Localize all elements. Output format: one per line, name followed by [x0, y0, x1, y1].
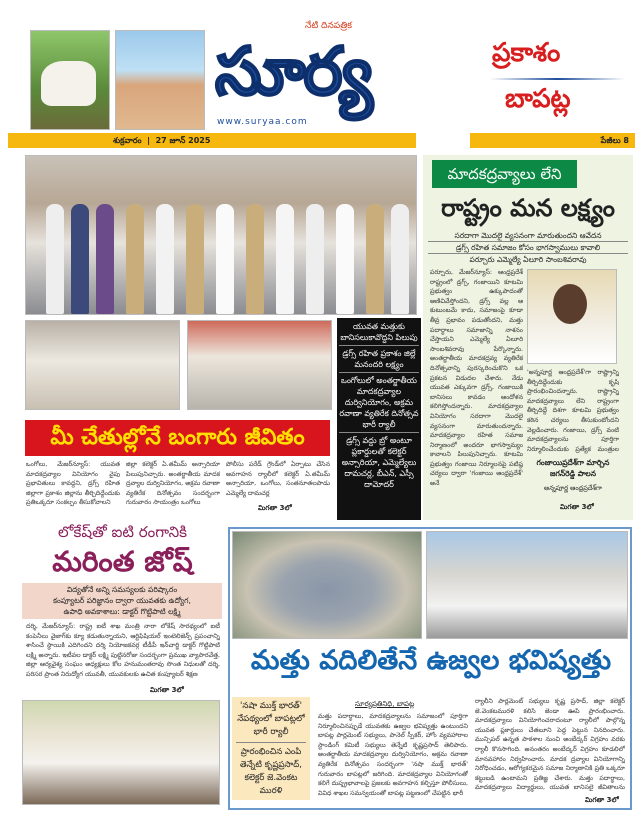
officials-photo [25, 320, 180, 410]
bapatla-headline: మత్తు వదిలితేనే ఉజ్వల భవిష్యత్తు [250, 645, 612, 676]
it-story-body: దర్శి, మేజర్‌న్యూస్: రాష్ట్ర ఐటీ శాఖ మంత్రి నారా లోకేష్ సారథ్యంలో ఐటీ కంపెనీలు వైజాగ్‌కు క్యూ కడుతున్నాయని, ఆర్టిఫిషియల్ ఇంటెలిజెన్స్ ప్రపంచాన్ని శాసించే స్థాయికి ఎదిగిందని దర్శి నియోజకవర్గ టీడీపీ ఇన్‌చార్జి డాక్టర్ గొట్టిపాటి లక్ష్మి అన్నారు. ఇటీవల డాక్టర్ లక్ష్మి పుట్టినరోజు సందర్భంగా ప్రముఖ వ్యాపారవేత్త, జిల్లా ఆర్యవైశ్య సంఘం అధ్యక్షులు కోల హనుమంతరావు సొంత నిధులతో దర్శి, పరిసర ప్రాంత నిరుద్యోగ యువతీ, యువకులకు ఉచిత కంప్యూటర్ శిక్షణ [26, 623, 220, 678]
suryaa-logo: నేటి దినపత్రిక సూర్య www.suryaa.com [215, 21, 371, 127]
human-chain-photo [232, 531, 422, 639]
beach-photo [115, 30, 205, 130]
lead-col-3: పోలీసు పరేడ్ గ్రౌండ్‌లో ఏర్పాటు చేసిన అవగాహన ర్యాలీలో కలెక్టర్ ఏ.తమీమ్ అన్సారియా, ఒంగోలు, సంతనూతలపాడు ఎమ్మెల్యే దామచర్ల [226, 461, 330, 497]
officials-photo-2 [187, 320, 332, 410]
date-bar: శుక్రవారం | 27 జూన్ 2025 [8, 133, 416, 148]
bapatla-col-2: ర్యాలీని పార్లమెంట్ సభ్యులు కృష్ణ ప్రసాద్, జిల్లా కలెక్టర్ జె.వెంకటమురళి కలిసి జెండా ఊపి ప్రారంభించారు. మాదకద్రవ్యాలు వినియోగించరాదంటూ ర్యాలీలో పాల్గొన్న యువత ప్లకార్డులు చేతబూని పెద్ద పెట్టున నినదించారు. మున్సిపల్ ఉన్నత పాఠశాల నుంచి అంబేద్కర్ విగ్రహం వరకు ర్యాలీ కొనసాగింది. అనంతరం అంబేద్కర్ విగ్రహం కూడలిలో మానవహారం నిర్వహించారు. మాదక ద్రవ్యాల వినియోగాన్ని నిరోధించడం, ఆరోగ్యకరమైన సమాజ నిర్మాణానికి ప్రతి ఒక్కరూ కట్టుబడి ఉంటామని ప్రతిజ్ఞ చేశారు. మత్తు పదార్థాలు, మాదకద్రవ్యాలు విద్యార్థులు, యువత బానిసలై జీవితాలను [475, 698, 625, 792]
it-story-subheads: విద్యతోనే అన్ని సమస్యలకు పరిష్కారం కంప్యూటర్ పరిజ్ఞానం ద్వారా యువతకు ఉద్యోగ, ఉపాధి అవకాశాలు: డాక్టర్ గొట్టిపాటి లక్ష్మి [22, 583, 222, 619]
right-story-quote: గంజాయిప్రదేశ్‌గా మార్చిన జగన్‌రెడ్డి పాలన [536, 458, 610, 478]
felicitation-photo [22, 700, 220, 805]
logo-tagline: నేటి దినపత్రిక [305, 21, 352, 31]
continued-link[interactable]: మిగతా 3లో [258, 504, 292, 512]
mla-photo [527, 269, 617, 364]
page-count: పేజీలు 8 [470, 133, 635, 148]
right-story-kicker: మాదకద్రవ్యాలు లేని [432, 160, 577, 188]
banner-rally-photo [426, 531, 628, 639]
date: 27 జూన్ 2025 [155, 136, 211, 145]
edition-divider [490, 78, 625, 80]
day: శుక్రవారం [113, 136, 142, 145]
bapatla-side-box: 'నషా ముక్త్ భారత్' నేపథ్యంలో బాపట్లలో భారీ ర్యాలీ ప్రారంభించిన ఎంపి తెన్నేటి కృష్ణప్రసాద్, కలెక్టర్ జె.వెంకట మురళి [232, 697, 310, 800]
right-story-subheads: సరదాగా మొదలై వ్యసనంగా మారుతుందని ఆవేదన డ్రగ్స్ రహిత సమాజం కోసం భాగస్వాములు కావాలి పర్చూరు ఎమ్మెల్యే ఏలూరి సాంబశివరావు [428, 230, 628, 265]
lead-headline: మీ చేతుల్లోనే బంగారు జీవితం [25, 420, 330, 456]
cow-photo [30, 30, 110, 130]
website-url[interactable]: www.suryaa.com [217, 117, 308, 127]
right-story-body-left: పర్చూరు, మేజర్‌న్యూస్: ఆంధ్రప్రదేశ్ రాష్ట్రంలో డ్రగ్స్, గంజాయిని కూటమి ప్రభుత్వం ఉక్కుపాదంతో అణిచివేస్తోందని, డ్రగ్స్ వల్ల ఆ కుటుంబమే కాదు, సమాజంపై కూడా తీవ్ర ప్రభావం పడుతోందని, మత్తు పదార్థాలు సమాజాన్ని నాశనం చేస్తాయని ఎమ్మెల్యే ఏలూరి సాంబశివరావు పేర్కొన్నారు. అంతర్జాతీయ మాదకద్రవ్య వ్యతిరేక దినోత్సవాన్ని పురస్కరించుకొని ఒక ప్రకటన విడుదల చేశారు. నేడు యువత ఎక్కువగా డ్రగ్స్, గంజాయికి బానిసలు కావడం ఆందోళన కలిగిస్తోందన్నారు. మాదకద్రవ్యాల వినియోగం సరదాగా మొదలై వ్యసనంగా మారుతుందన్నారు. మాదకద్రవ్యాల రహిత సమాజ నిర్మాణంలో అందరూ భాగస్వామ్యం కావాలని పిలుపునిచ్చారు. కూటమి ప్రభుత్వం గంజాయి నిర్మూలనపై పటిష్ఠ చర్యలు ద్వారా 'గంజాయి ఆంధ్రప్రదేశ్' అనే [430, 269, 523, 488]
it-story-headline: మరింత జోష్ [52, 545, 193, 578]
lead-col-1: ఒంగోలు, మేజర్‌న్యూస్: యువత మాదకద్రవ్యాల వినియోగం వైపు ప్రభావితులు కావద్దని, డ్రగ్స్ రహిత జిల్లాగా ప్రకాశం జిల్లాను తీర్చిదిద్దేందుకు ప్రతిఒక్కరూ సంకల్పం తీసుకోవాలని [26, 461, 120, 507]
lead-col-2: జిల్లా కలెక్టర్ ఏ.తమీమ్ అన్సారియా పిలుపునిచ్చారు. అంతర్జాతీయ మాదక ద్రవ్యాల దుర్వినియోగం, అక్రమ రవాణా వ్యతిరేక దినోత్సవం సందర్భంగా గురువారం సాయంత్రం ఒంగోలు [126, 461, 220, 507]
continued-link[interactable]: మిగతా 3లో [560, 503, 594, 511]
right-story-body-right: 'అన్నపూర్ణ ఆంధ్రప్రదేశ్'గా రాష్ట్రాన్ని తీర్చిదిద్దేందుకు కృషి ప్రారంభించిందన్నారు. రాష్ట్రాన్ని మాదకద్రవ్యాలు లేని రాష్ట్రంగా తీర్చిదిద్దే దిశగా కూటమి ప్రభుత్వం కఠిన చర్యలు తీసుకుంటోందని వెల్లడించారు. గంజాయి, డ్రగ్స్ వంటి మాదకద్రవ్యాలను పూర్తిగా నిర్మూలించేందుకు ప్రత్యేక మంత్రుల [527, 369, 619, 453]
continued-link[interactable]: మిగతా 3లో [585, 796, 619, 804]
continued-link[interactable]: మిగతా 3లో [150, 686, 184, 694]
byline: సూర్యప్రతినిధి, బాపట్ల [355, 700, 415, 708]
rally-main-photo [25, 155, 417, 315]
highlights-box: యువత మత్తుకు బానిసలుకావొద్దని పిలుపు డ్రగ్స్ రహిత ప్రకాశం జిల్లే మనందరి లక్ష్యం ఒంగోలులో అంతర్జాతీయ మాదకద్రవ్యాల దుర్వినియోగం, అక్రమ రవాణా వ్యతిరేక దినోత్సవ భారీ ర్యాలీ డ్రగ్స్ వద్దు బ్రో అంటూ ప్లకార్డులతో కలెక్టర్ అన్సారియా, ఎమ్మెల్యేలు దామచర్ల, బీఎన్, ఎస్సీ దామోదర్ [337, 318, 421, 520]
edition-bapatla: బాపట్ల [505, 84, 571, 114]
right-story-quote-sub: అన్నపూర్ణ ఆంధ్రప్రదేశ్‌గా [544, 484, 602, 492]
bapatla-col-1: మత్తు పదార్థాలు, మాదకద్రవ్యాలను సమాజంలో పూర్తిగా నిర్మూలించినప్పుడే యువతకు ఉజ్వల భవిష్యత్తు ఉంటుందని బాపట్ల పార్లమెంట్ సభ్యులు, పానెల్ స్పీకర్, హోం వ్యవహారాల స్టాండింగ్ కమిటీ సభ్యులు తెన్నేటి కృష్ణప్రసాద్ తెలిపారు. అంతర్జాతీయ మాదకద్రవ్యాల దుర్వినియోగం, అక్రమ రవాణా వ్యతిరేక దినోత్సవం సందర్భంగా 'నషా ముక్త్ భారత్' గురువారం బాపట్లలో జరిగింది. మాదకద్రవ్యాల వినియోగంతో కలిగే దుష్ప్రభావాలపై ప్రజలకు అవగాహన కల్పిస్తూ పోలీసులు, వివిధ శాఖల సమన్వయంతో బాపట్ల పట్టణంలో చేపట్టిన భారీ [318, 713, 468, 797]
edition-prakasam: ప్రకాశం [492, 38, 561, 68]
right-story-headline: రాష్ట్రం మన లక్ష్యం [441, 194, 615, 222]
it-story-kicker: లోకేష్‌తో ఐటి రంగానికి [58, 523, 187, 541]
